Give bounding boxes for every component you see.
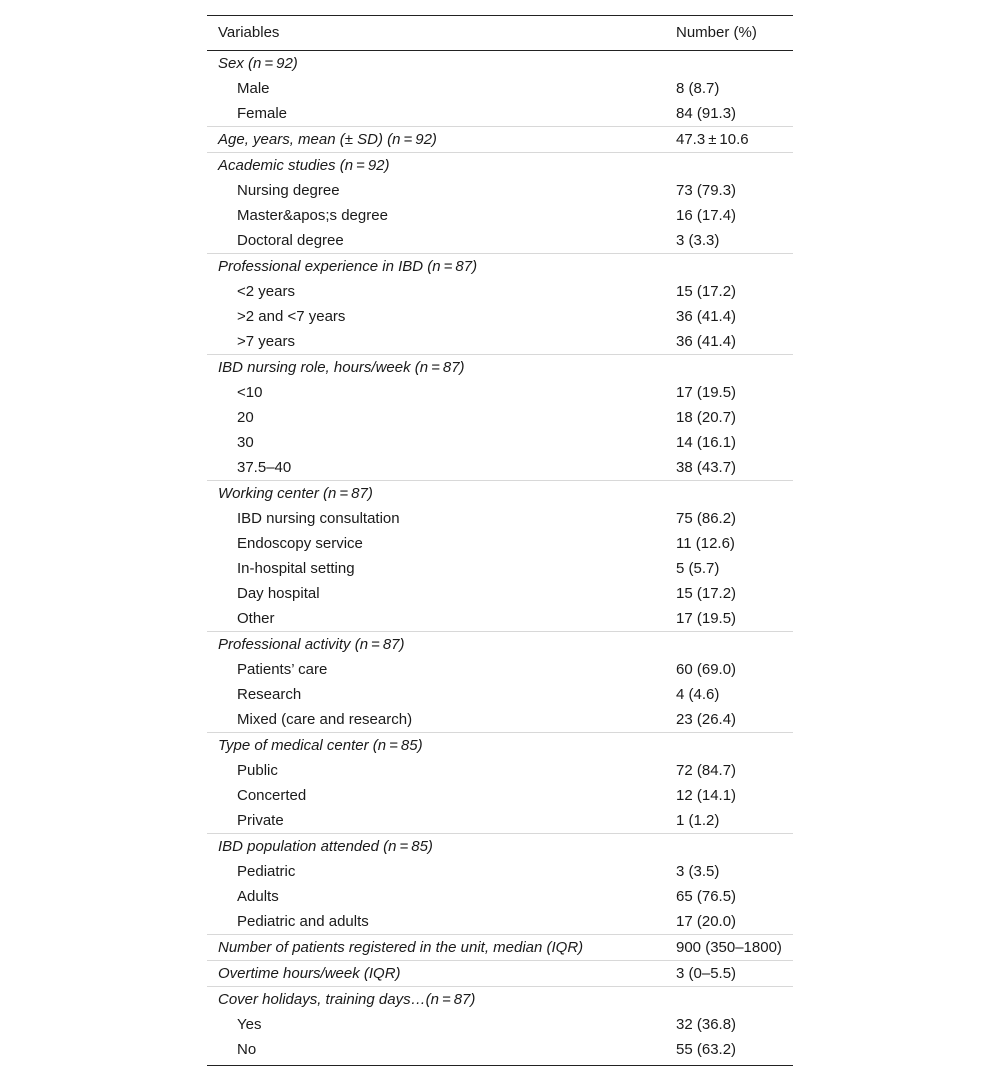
table-row xyxy=(207,707,793,733)
row-value: 38 (43.7) xyxy=(676,459,737,476)
header-row xyxy=(207,16,793,51)
table-row xyxy=(207,430,793,455)
group-label: Professional experience in IBD (n = 87) xyxy=(207,254,666,280)
table-row xyxy=(207,606,793,632)
row-value: 65 (76.5) xyxy=(676,888,737,905)
row-value: 55 (63.2) xyxy=(666,1037,793,1066)
row-value: 15 (17.2) xyxy=(676,283,737,300)
row-label: Concerted xyxy=(237,787,307,804)
group-label: IBD population attended (n = 85) xyxy=(207,834,666,860)
row-label: Master&apos;s degree xyxy=(237,207,388,224)
row-value xyxy=(666,51,793,77)
table-group-row xyxy=(207,632,793,658)
characteristics-table xyxy=(207,15,793,1066)
row-label: Other xyxy=(237,610,275,627)
table-row xyxy=(207,279,793,304)
row-value: 75 (86.2) xyxy=(676,510,737,527)
row-value: 17 (19.5) xyxy=(676,384,737,401)
header-variables: Variables xyxy=(207,16,666,51)
table-row xyxy=(207,455,793,481)
row-label: Mixed (care and research) xyxy=(237,711,413,728)
table-row xyxy=(207,506,793,531)
table-group-row xyxy=(207,127,793,153)
group-label: Professional activity (n = 87) xyxy=(207,632,666,658)
table-row xyxy=(207,304,793,329)
table-group-row xyxy=(207,961,793,987)
row-value: 23 (26.4) xyxy=(676,711,737,728)
table-row xyxy=(207,228,793,254)
group-label: Age, years, mean (± SD) (n = 92) xyxy=(207,127,666,153)
row-label: Doctoral degree xyxy=(237,232,344,249)
table-row xyxy=(207,556,793,581)
row-label: Pediatric xyxy=(237,863,296,880)
table-row xyxy=(207,859,793,884)
row-label: No xyxy=(207,1037,666,1066)
row-value: 3 (3.3) xyxy=(676,232,720,249)
group-label: IBD nursing role, hours/week (n = 87) xyxy=(207,355,666,381)
table-group-row xyxy=(207,481,793,507)
row-value xyxy=(666,733,793,759)
table-group-row xyxy=(207,254,793,280)
table-group-row xyxy=(207,935,793,961)
table-row xyxy=(207,884,793,909)
group-label: Working center (n = 87) xyxy=(207,481,666,507)
row-label: 37.5–40 xyxy=(237,459,292,476)
row-label: <10 xyxy=(237,384,263,401)
row-value: 1 (1.2) xyxy=(676,812,720,829)
row-value: 11 (12.6) xyxy=(676,535,735,552)
row-value: 32 (36.8) xyxy=(676,1016,737,1033)
group-label: Cover holidays, training days…(n = 87) xyxy=(207,987,666,1013)
table-group-row xyxy=(207,987,793,1013)
table-body xyxy=(207,51,793,1066)
row-value: 36 (41.4) xyxy=(676,308,737,325)
row-label: >7 years xyxy=(237,333,295,350)
table-group-row xyxy=(207,733,793,759)
characteristics-table-container xyxy=(207,15,793,1066)
row-value xyxy=(666,355,793,381)
table-row xyxy=(207,1012,793,1037)
table-row xyxy=(207,682,793,707)
row-value xyxy=(666,481,793,507)
row-label: In-hospital setting xyxy=(237,560,355,577)
table-row xyxy=(207,178,793,203)
row-label: Male xyxy=(237,80,270,97)
table-row xyxy=(207,657,793,682)
row-value: 8 (8.7) xyxy=(676,80,720,97)
table-row xyxy=(207,380,793,405)
group-label: Number of patients registered in the unit, median (IQR) xyxy=(207,935,666,961)
row-value: 3 (3.5) xyxy=(676,863,720,880)
row-value: 17 (20.0) xyxy=(676,913,737,930)
row-value xyxy=(666,834,793,860)
row-value: 47.3 ± 10.6 xyxy=(666,127,793,153)
row-value xyxy=(666,987,793,1013)
row-label: 20 xyxy=(237,409,254,426)
table-group-row xyxy=(207,834,793,860)
table-row xyxy=(207,76,793,101)
header-number: Number (%) xyxy=(666,16,793,51)
row-label: Adults xyxy=(237,888,279,905)
table-row xyxy=(207,581,793,606)
row-value xyxy=(666,254,793,280)
row-value xyxy=(666,632,793,658)
group-label: Sex (n = 92) xyxy=(218,55,298,72)
row-label: Day hospital xyxy=(237,585,320,602)
table-row xyxy=(207,909,793,935)
table-group-row xyxy=(207,51,793,77)
table-row xyxy=(207,783,793,808)
row-label: IBD nursing consultation xyxy=(237,510,400,527)
row-value: 36 (41.4) xyxy=(676,333,737,350)
table-row xyxy=(207,808,793,834)
row-label: 30 xyxy=(237,434,254,451)
table-row xyxy=(207,1037,793,1066)
row-value: 84 (91.3) xyxy=(676,105,737,122)
table-row xyxy=(207,329,793,355)
row-label: Female xyxy=(237,105,288,122)
row-label: Public xyxy=(237,762,278,779)
table-row xyxy=(207,758,793,783)
row-value: 12 (14.1) xyxy=(676,787,737,804)
row-value: 15 (17.2) xyxy=(676,585,737,602)
table-group-row xyxy=(207,355,793,381)
table-row xyxy=(207,405,793,430)
row-value: 18 (20.7) xyxy=(676,409,737,426)
row-label: Yes xyxy=(237,1016,262,1033)
table-row xyxy=(207,101,793,127)
row-value: 60 (69.0) xyxy=(676,661,737,678)
table-row xyxy=(207,203,793,228)
row-value: 900 (350–1800) xyxy=(666,935,793,961)
row-label: Research xyxy=(237,686,302,703)
group-label: Type of medical center (n = 85) xyxy=(207,733,666,759)
group-label: Academic studies (n = 92) xyxy=(207,153,666,179)
row-value: 16 (17.4) xyxy=(676,207,737,224)
row-value: 4 (4.6) xyxy=(676,686,720,703)
table-group-row xyxy=(207,153,793,179)
row-value: 73 (79.3) xyxy=(676,182,737,199)
group-label: Overtime hours/week (IQR) xyxy=(207,961,666,987)
row-label: Pediatric and adults xyxy=(237,913,369,930)
row-value: 17 (19.5) xyxy=(676,610,737,627)
row-label: Nursing degree xyxy=(237,182,340,199)
row-value: 14 (16.1) xyxy=(676,434,737,451)
row-label: Patients’ care xyxy=(237,661,328,678)
row-value: 5 (5.7) xyxy=(676,560,720,577)
table-row xyxy=(207,531,793,556)
table-header xyxy=(207,16,793,51)
row-label: <2 years xyxy=(237,283,295,300)
row-label: Private xyxy=(237,812,284,829)
row-label: Endoscopy service xyxy=(237,535,363,552)
row-value: 3 (0–5.5) xyxy=(666,961,793,987)
row-value: 72 (84.7) xyxy=(676,762,737,779)
row-value xyxy=(666,153,793,179)
row-label: >2 and <7 years xyxy=(237,308,346,325)
